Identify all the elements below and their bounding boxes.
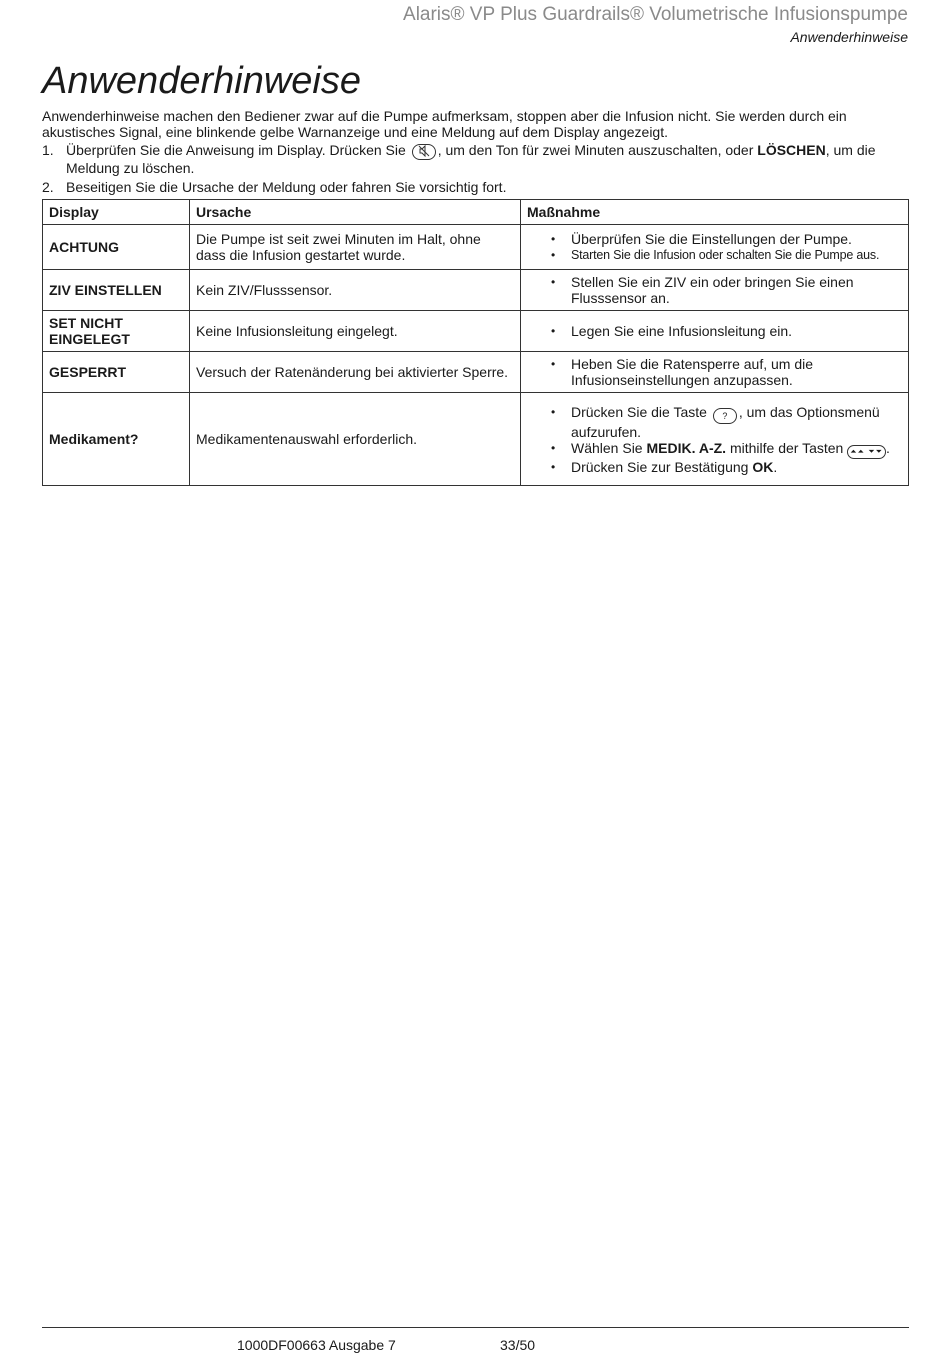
- step-1: [42, 142, 908, 176]
- column-header-action: Maßnahme: [521, 200, 909, 225]
- action-text: .: [773, 458, 778, 475]
- action-cell: [521, 225, 909, 270]
- step-2: [42, 179, 908, 195]
- action-item: • Heben Sie die Ratensperre auf, um die Infusionseinstellungen anzupassen.: [527, 356, 902, 388]
- loeschen-keyword: LÖSCHEN: [757, 142, 826, 158]
- action-item: • Wählen Sie MEDIK. A-Z. mithilfe der Tasten ⏶⏶ ⏷⏷ .: [527, 440, 902, 459]
- display-cell: GESPERRT: [43, 352, 190, 393]
- display-cell: Medikament?: [43, 393, 190, 486]
- display-cell: ACHTUNG: [43, 225, 190, 270]
- table-header-row: [43, 200, 909, 225]
- table-row: [43, 270, 909, 311]
- action-item: [527, 404, 902, 440]
- table-row: [43, 393, 909, 486]
- ok-keyword: OK: [752, 458, 774, 475]
- action-cell: [521, 352, 909, 393]
- action-cell: [521, 393, 909, 486]
- action-cell: [521, 270, 909, 311]
- footer-document-id: 1000DF00663 Ausgabe 7: [237, 1337, 396, 1353]
- silence-icon: [412, 144, 436, 160]
- table-row: [43, 225, 909, 270]
- step-number: 2.: [42, 179, 54, 195]
- action-item: • Starten Sie die Infusion oder schalten Sie die Pumpe aus.: [527, 247, 902, 263]
- table-row: [43, 311, 909, 352]
- step-text: , um die Meldung zu löschen.: [66, 142, 876, 176]
- cause-cell: Versuch der Ratenänderung bei aktivierter Sperre.: [190, 352, 521, 393]
- display-cell: SET NICHT EINGELEGT: [43, 311, 190, 352]
- action-text: , um das Optionsmenü aufzurufen.: [571, 403, 880, 440]
- cause-cell: Keine Infusionsleitung eingelegt.: [190, 311, 521, 352]
- action-text: Wählen Sie: [571, 439, 643, 456]
- action-text: mithilfe der Tasten: [729, 439, 844, 456]
- table-row: [43, 352, 909, 393]
- step-text: Überprüfen Sie die Anweisung im Display. Drücken Sie: [66, 142, 406, 158]
- arrow-keys-icon: ⏶⏶ ⏷⏷: [847, 445, 886, 459]
- action-item: • Legen Sie eine Infusionsleitung ein.: [527, 323, 902, 339]
- action-text: Drücken Sie zur Bestätigung: [571, 458, 749, 475]
- step-text: , um den Ton für zwei Minuten auszuschalten, oder: [437, 142, 754, 158]
- cause-cell: Kein ZIV/Flusssensor.: [190, 270, 521, 311]
- header-section-title: Anwenderhinweise: [790, 29, 908, 45]
- footer-rule: [42, 1327, 909, 1328]
- step-number: 1.: [42, 142, 54, 158]
- action-item: • Stellen Sie ein ZIV ein oder bringen Sie einen Flusssensor an.: [527, 274, 902, 306]
- action-item: • Überprüfen Sie die Einstellungen der Pumpe.: [527, 231, 902, 247]
- footer-page-number: 33/50: [500, 1337, 536, 1353]
- column-header-display: Display: [43, 200, 190, 225]
- action-text: Drücken Sie die Taste: [571, 403, 707, 420]
- question-icon: ?: [713, 408, 737, 424]
- display-cell: ZIV EINSTELLEN: [43, 270, 190, 311]
- intro-paragraph: Anwenderhinweise machen den Bediener zwar auf die Pumpe aufmerksam, stoppen aber die Infusion nicht. Sie werden durch ein akustisches Signal, eine blinkende gelbe Warnanzeige und eine Meldung auf dem Display angezeigt.: [42, 108, 847, 140]
- alerts-table: [42, 199, 909, 486]
- action-cell: [521, 311, 909, 352]
- header-product-title: Alaris® VP Plus Guardrails® Volumetrische Infusionspumpe: [403, 4, 908, 25]
- medik-keyword: MEDIK. A-Z.: [646, 439, 727, 456]
- step-text: Beseitigen Sie die Ursache der Meldung oder fahren Sie vorsichtig fort.: [66, 179, 507, 195]
- instruction-steps: [42, 142, 908, 198]
- action-item: [527, 459, 902, 475]
- cause-cell: Die Pumpe ist seit zwei Minuten im Halt, ohne dass die Infusion gestartet wurde.: [190, 225, 521, 270]
- cause-cell: Medikamentenauswahl erforderlich.: [190, 393, 521, 486]
- page-title: Anwenderhinweise: [42, 60, 361, 102]
- column-header-cause: Ursache: [190, 200, 521, 225]
